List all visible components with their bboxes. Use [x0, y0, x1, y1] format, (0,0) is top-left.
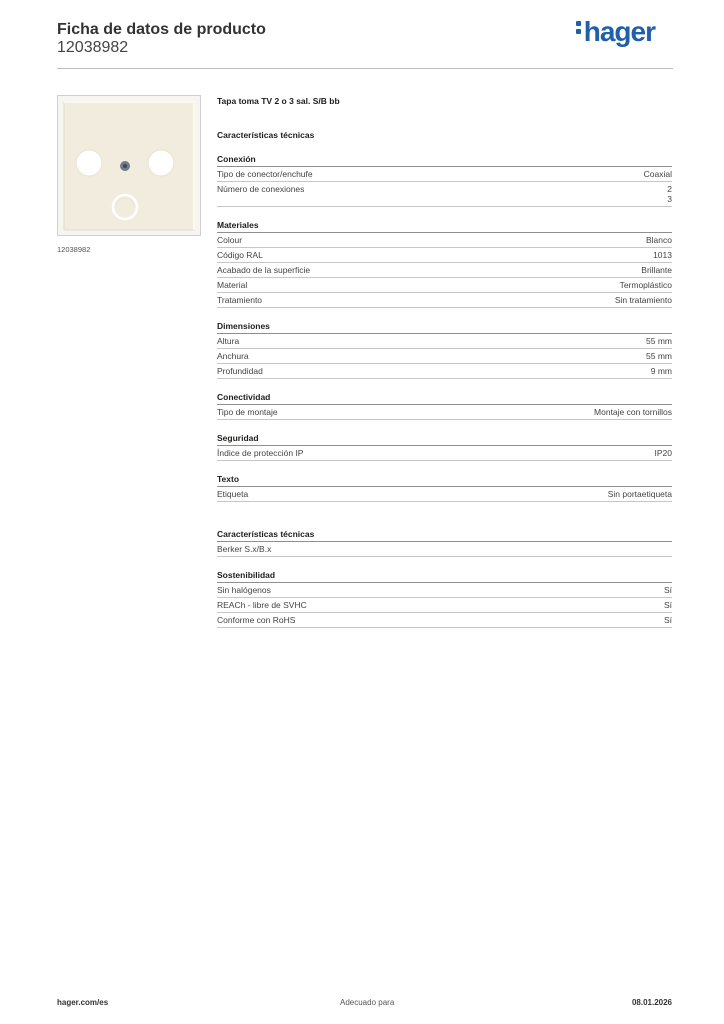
- group-heading: Dimensiones: [217, 321, 672, 334]
- spec-label: Tipo de conector/enchufe: [217, 169, 313, 179]
- spec-group: [217, 220, 672, 308]
- spec-label: Anchura: [217, 351, 249, 361]
- group-heading: Materiales: [217, 220, 672, 233]
- group-heading: Conectividad: [217, 392, 672, 405]
- spec-label: Código RAL: [217, 250, 263, 260]
- spec-row: [217, 542, 672, 557]
- spec-row: [217, 334, 672, 349]
- spec-label: Número de conexiones: [217, 184, 305, 194]
- spec-row: [217, 613, 672, 628]
- logo-text: hager: [583, 16, 655, 47]
- spec-value: Sin portaetiqueta: [607, 489, 672, 499]
- spec-row: [217, 182, 672, 207]
- spec-row: [217, 278, 672, 293]
- spec-label: Conforme con RoHS: [217, 615, 296, 625]
- group-heading: Texto: [217, 474, 672, 487]
- spec-label: Material: [217, 280, 248, 290]
- spec-row: [217, 349, 672, 364]
- logo-dots-icon: [576, 18, 582, 37]
- spec-value: IP20: [654, 448, 672, 458]
- document-title: Ficha de datos de producto: [57, 21, 266, 38]
- spec-label: Sin halógenos: [217, 585, 271, 595]
- spec-row: [217, 487, 672, 502]
- spec-label: Tratamiento: [217, 295, 263, 305]
- spec-value: 2 3: [667, 184, 672, 204]
- spec-label: Etiqueta: [217, 489, 249, 499]
- spec-group: [217, 154, 672, 207]
- section-heading-technical: Características técnicas: [217, 130, 315, 140]
- spec-row: [217, 405, 672, 420]
- footer-date: 08.01.2026: [631, 998, 672, 1007]
- spec-value: Brillante: [641, 265, 672, 275]
- spec-group: [217, 474, 672, 502]
- section-heading-extra: Características técnicas: [217, 529, 672, 542]
- spec-value: 55 mm: [646, 336, 672, 346]
- footer-suitable-for: Adecuado para: [340, 998, 395, 1007]
- spec-groups: [217, 154, 672, 502]
- group-heading: Conexión: [217, 154, 672, 167]
- spec-row: [217, 364, 672, 379]
- spec-row: [217, 233, 672, 248]
- spec-value: Montaje con tornillos: [594, 407, 672, 417]
- spec-label: REACh - libre de SVHC: [217, 600, 307, 610]
- tv-socket-cover-icon: [58, 96, 200, 235]
- spec-label: Profundidad: [217, 366, 263, 376]
- product-name: Tapa toma TV 2 o 3 sal. S/B bb: [217, 96, 340, 106]
- header-divider: [57, 68, 673, 69]
- spec-group: [217, 433, 672, 461]
- spec-row: [217, 446, 672, 461]
- spec-label: Acabado de la superficie: [217, 265, 311, 275]
- spec-row: [217, 263, 672, 278]
- group-heading: Seguridad: [217, 433, 672, 446]
- spec-label: Berker S.x/B.x: [217, 544, 272, 554]
- hager-logo[interactable]: [576, 16, 655, 48]
- spec-group: [217, 321, 672, 379]
- spec-value: 55 mm: [646, 351, 672, 361]
- footer-website-link[interactable]: hager.com/es: [57, 998, 109, 1007]
- spec-value: Sí: [663, 615, 672, 625]
- extra-rows: [217, 542, 672, 557]
- spec-content: [217, 96, 672, 628]
- sustainability-rows: [217, 583, 672, 628]
- spec-group: [217, 392, 672, 420]
- spec-value: Sí: [663, 600, 672, 610]
- product-image: [57, 95, 201, 236]
- spec-value: Sí: [663, 585, 672, 595]
- spec-value: Blanco: [646, 235, 672, 245]
- spec-row: [217, 248, 672, 263]
- spec-row: [217, 167, 672, 182]
- spec-label: Colour: [217, 235, 243, 245]
- product-code: 12038982: [57, 39, 129, 56]
- spec-value: Sin tratamiento: [614, 295, 672, 305]
- spec-row: [217, 583, 672, 598]
- spec-row: [217, 293, 672, 308]
- spec-label: Tipo de montaje: [217, 407, 278, 417]
- spec-value: Termoplástico: [619, 280, 672, 290]
- spec-value: Coaxial: [643, 169, 672, 179]
- spec-label: Altura: [217, 336, 240, 346]
- section-heading-sustainability: Sostenibilidad: [217, 570, 672, 583]
- spec-row: [217, 598, 672, 613]
- image-caption: 12038982: [57, 245, 91, 254]
- spec-label: Índice de protección IP: [217, 448, 304, 458]
- spec-value: 9 mm: [650, 366, 672, 376]
- spec-value: 1013: [653, 250, 672, 260]
